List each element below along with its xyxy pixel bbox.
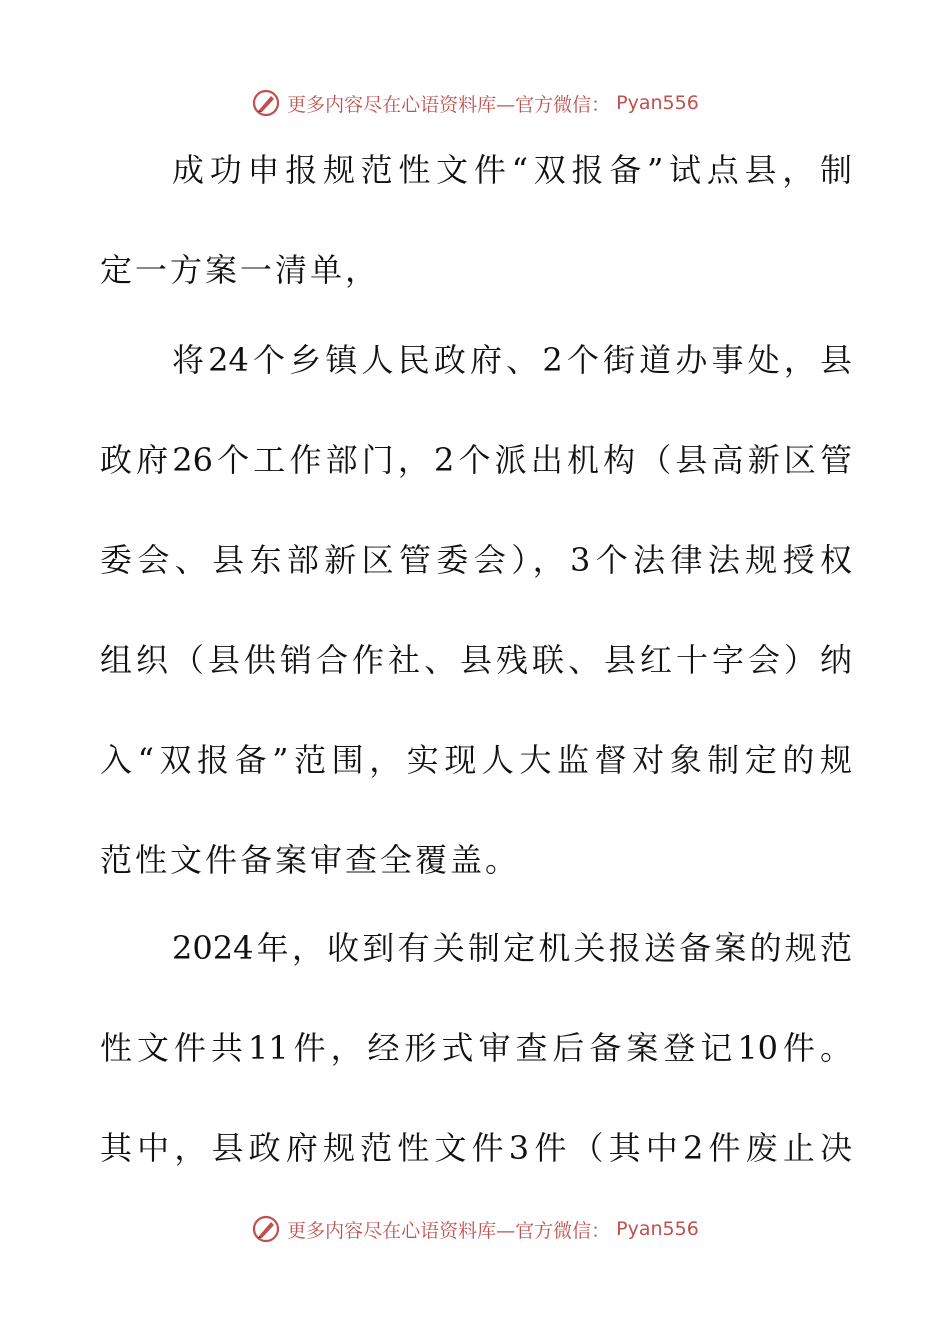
paragraph-line: 性文件共11件，经形式审查后备案登记10件。 [100, 1029, 852, 1067]
paragraph-line: 组织（县供销合作社、县残联、县红十字会）纳 [100, 641, 852, 679]
pen-logo-icon [251, 88, 281, 118]
paragraph-line: 将24个乡镇人民政府、2个街道办事处，县 [172, 341, 852, 379]
watermark-header [0, 86, 950, 120]
paragraph-line: 定一方案一清单， [100, 251, 381, 289]
pen-logo-icon [251, 1214, 281, 1244]
paragraph-line: 委会、县东部新区管委会），3个法律法规授权 [100, 541, 852, 579]
watermark-text: 更多内容尽在心语资料库—官方微信： [287, 1219, 611, 1242]
watermark-wechat-id: Pyan556 [616, 1218, 699, 1240]
watermark-footer [0, 1212, 950, 1246]
paragraph-line: 范性文件备案审查全覆盖。 [100, 841, 521, 879]
paragraph-line: 2024年，收到有关制定机关报送备案的规范 [172, 929, 852, 967]
watermark-text: 更多内容尽在心语资料库—官方微信： [287, 93, 611, 116]
watermark-wechat-id: Pyan556 [616, 92, 699, 114]
paragraph-line: 成功申报规范性文件“双报备”试点县，制 [172, 151, 852, 189]
paragraph-line: 其中，县政府规范性文件3件（其中2件废止决 [100, 1129, 852, 1167]
paragraph-line: 入“双报备”范围，实现人大监督对象制定的规 [100, 741, 852, 779]
paragraph-line: 政府26个工作部门，2个派出机构（县高新区管 [100, 441, 852, 479]
